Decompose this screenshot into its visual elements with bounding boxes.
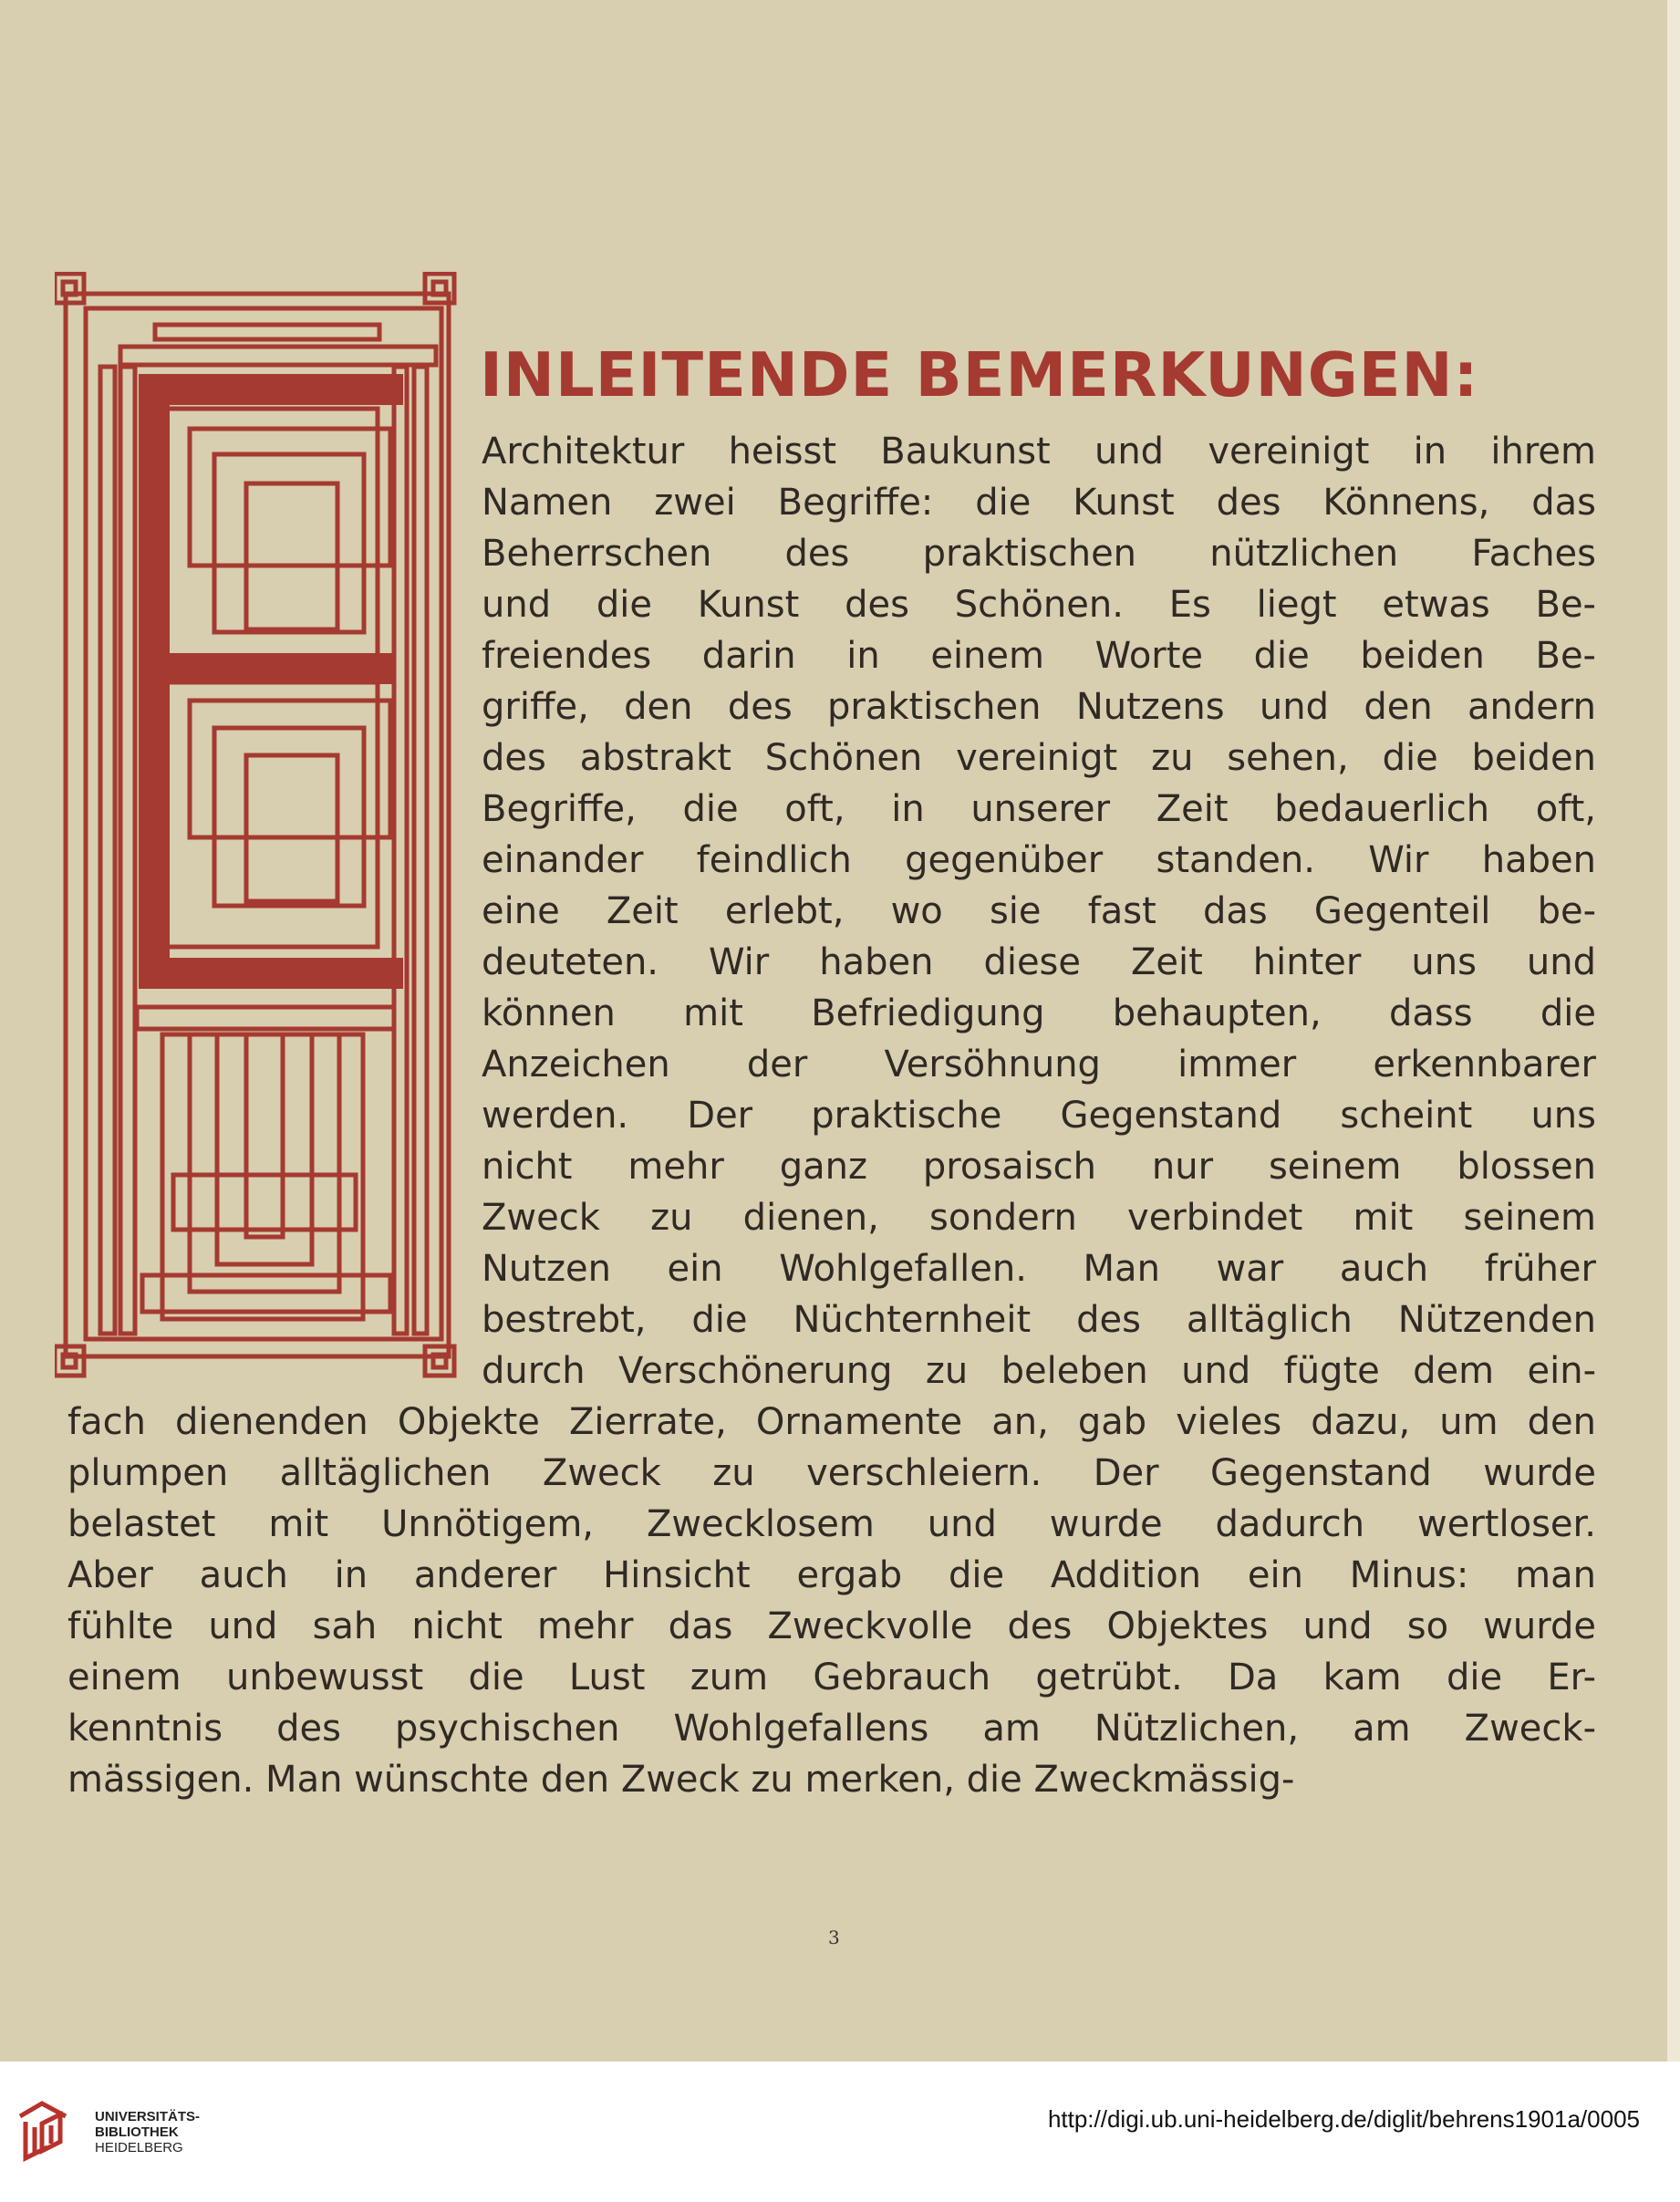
- text-line: Namen zwei Begriffe: die Kunst des Könnens, das: [482, 482, 1596, 524]
- text-line: plumpen alltäglichen Zweck zu verschleiern. Der Gegenstand wurde: [67, 1452, 1596, 1494]
- library-name-line: UNIVERSITÄTS-: [95, 2109, 201, 2124]
- text-line: Anzeichen der Versöhnung immer erkennbarer: [482, 1044, 1596, 1085]
- text-line: belastet mit Unnötigem, Zwecklosem und wurde dadurch wertloser.: [67, 1503, 1596, 1545]
- page-edge: [1667, 0, 1680, 2062]
- text-line: eine Zeit erlebt, wo sie fast das Gegenteil be-: [482, 890, 1596, 932]
- text-line: mässigen. Man wünschte den Zweck zu merken, die Zweckmässig-: [67, 1759, 1295, 1801]
- text-line: fühlte und sah nicht mehr das Zweckvolle des Objektes und so wurde: [67, 1605, 1596, 1647]
- text-line: Begriffe, die oft, in unserer Zeit bedauerlich oft,: [482, 788, 1596, 830]
- source-url-link[interactable]: http://digi.ub.uni-heidelberg.de/diglit/behrens1901a/0005: [1047, 2105, 1640, 2133]
- ornamental-initial-e: [55, 272, 474, 1383]
- text-line: und die Kunst des Schönen. Es liegt etwas Be-: [482, 584, 1596, 626]
- text-line: des abstrakt Schönen vereinigt zu sehen, die beiden: [482, 737, 1596, 779]
- library-name-line: BIBLIOTHEK: [95, 2124, 179, 2140]
- text-line: Nutzen ein Wohlgefallen. Man war auch früher: [482, 1248, 1596, 1290]
- text-line: können mit Befriedigung behaupten, dass die: [482, 992, 1596, 1034]
- library-name: [95, 2109, 200, 2155]
- text-line: griffe, den des praktischen Nutzens und den andern: [482, 686, 1596, 728]
- text-line: fach dienenden Objekte Zierrate, Ornamente an, gab vieles dazu, um den: [67, 1401, 1596, 1443]
- text-line: Beherrschen des praktischen nützlichen Faches: [482, 533, 1596, 575]
- library-name-line: HEIDELBERG: [95, 2140, 183, 2155]
- footer: [0, 2062, 1680, 2202]
- heading: INLEITENDE BEMERKUNGEN:: [480, 339, 1479, 410]
- text-line: werden. Der praktische Gegenstand scheint uns: [482, 1095, 1596, 1137]
- text-line: Aber auch in anderer Hinsicht ergab die Addition ein Minus: man: [67, 1554, 1596, 1596]
- text-line: nicht mehr ganz prosaisch nur seinem blossen: [482, 1146, 1596, 1188]
- text-line: durch Verschönerung zu beleben und fügte dem ein-: [482, 1350, 1596, 1392]
- text-line: freiendes darin in einem Worte die beiden Be-: [482, 635, 1596, 677]
- library-logo-icon: [15, 2100, 80, 2166]
- text-line: einander feindlich gegenüber standen. Wir haben: [482, 839, 1596, 881]
- text-line: deuteten. Wir haben diese Zeit hinter uns und: [482, 941, 1596, 983]
- text-line: Architektur heisst Baukunst und vereinigt in ihrem: [482, 431, 1596, 473]
- text-line: kenntnis des psychischen Wohlgefallens am Nützlichen, am Zweck-: [67, 1708, 1596, 1750]
- text-line: bestrebt, die Nüchternheit des alltäglich Nützenden: [482, 1299, 1596, 1341]
- text-line: Zweck zu dienen, sondern verbindet mit seinem: [482, 1197, 1596, 1239]
- text-line: einem unbewusst die Lust zum Gebrauch getrübt. Da kam die Er-: [67, 1657, 1596, 1698]
- page-number: 3: [828, 1927, 840, 1948]
